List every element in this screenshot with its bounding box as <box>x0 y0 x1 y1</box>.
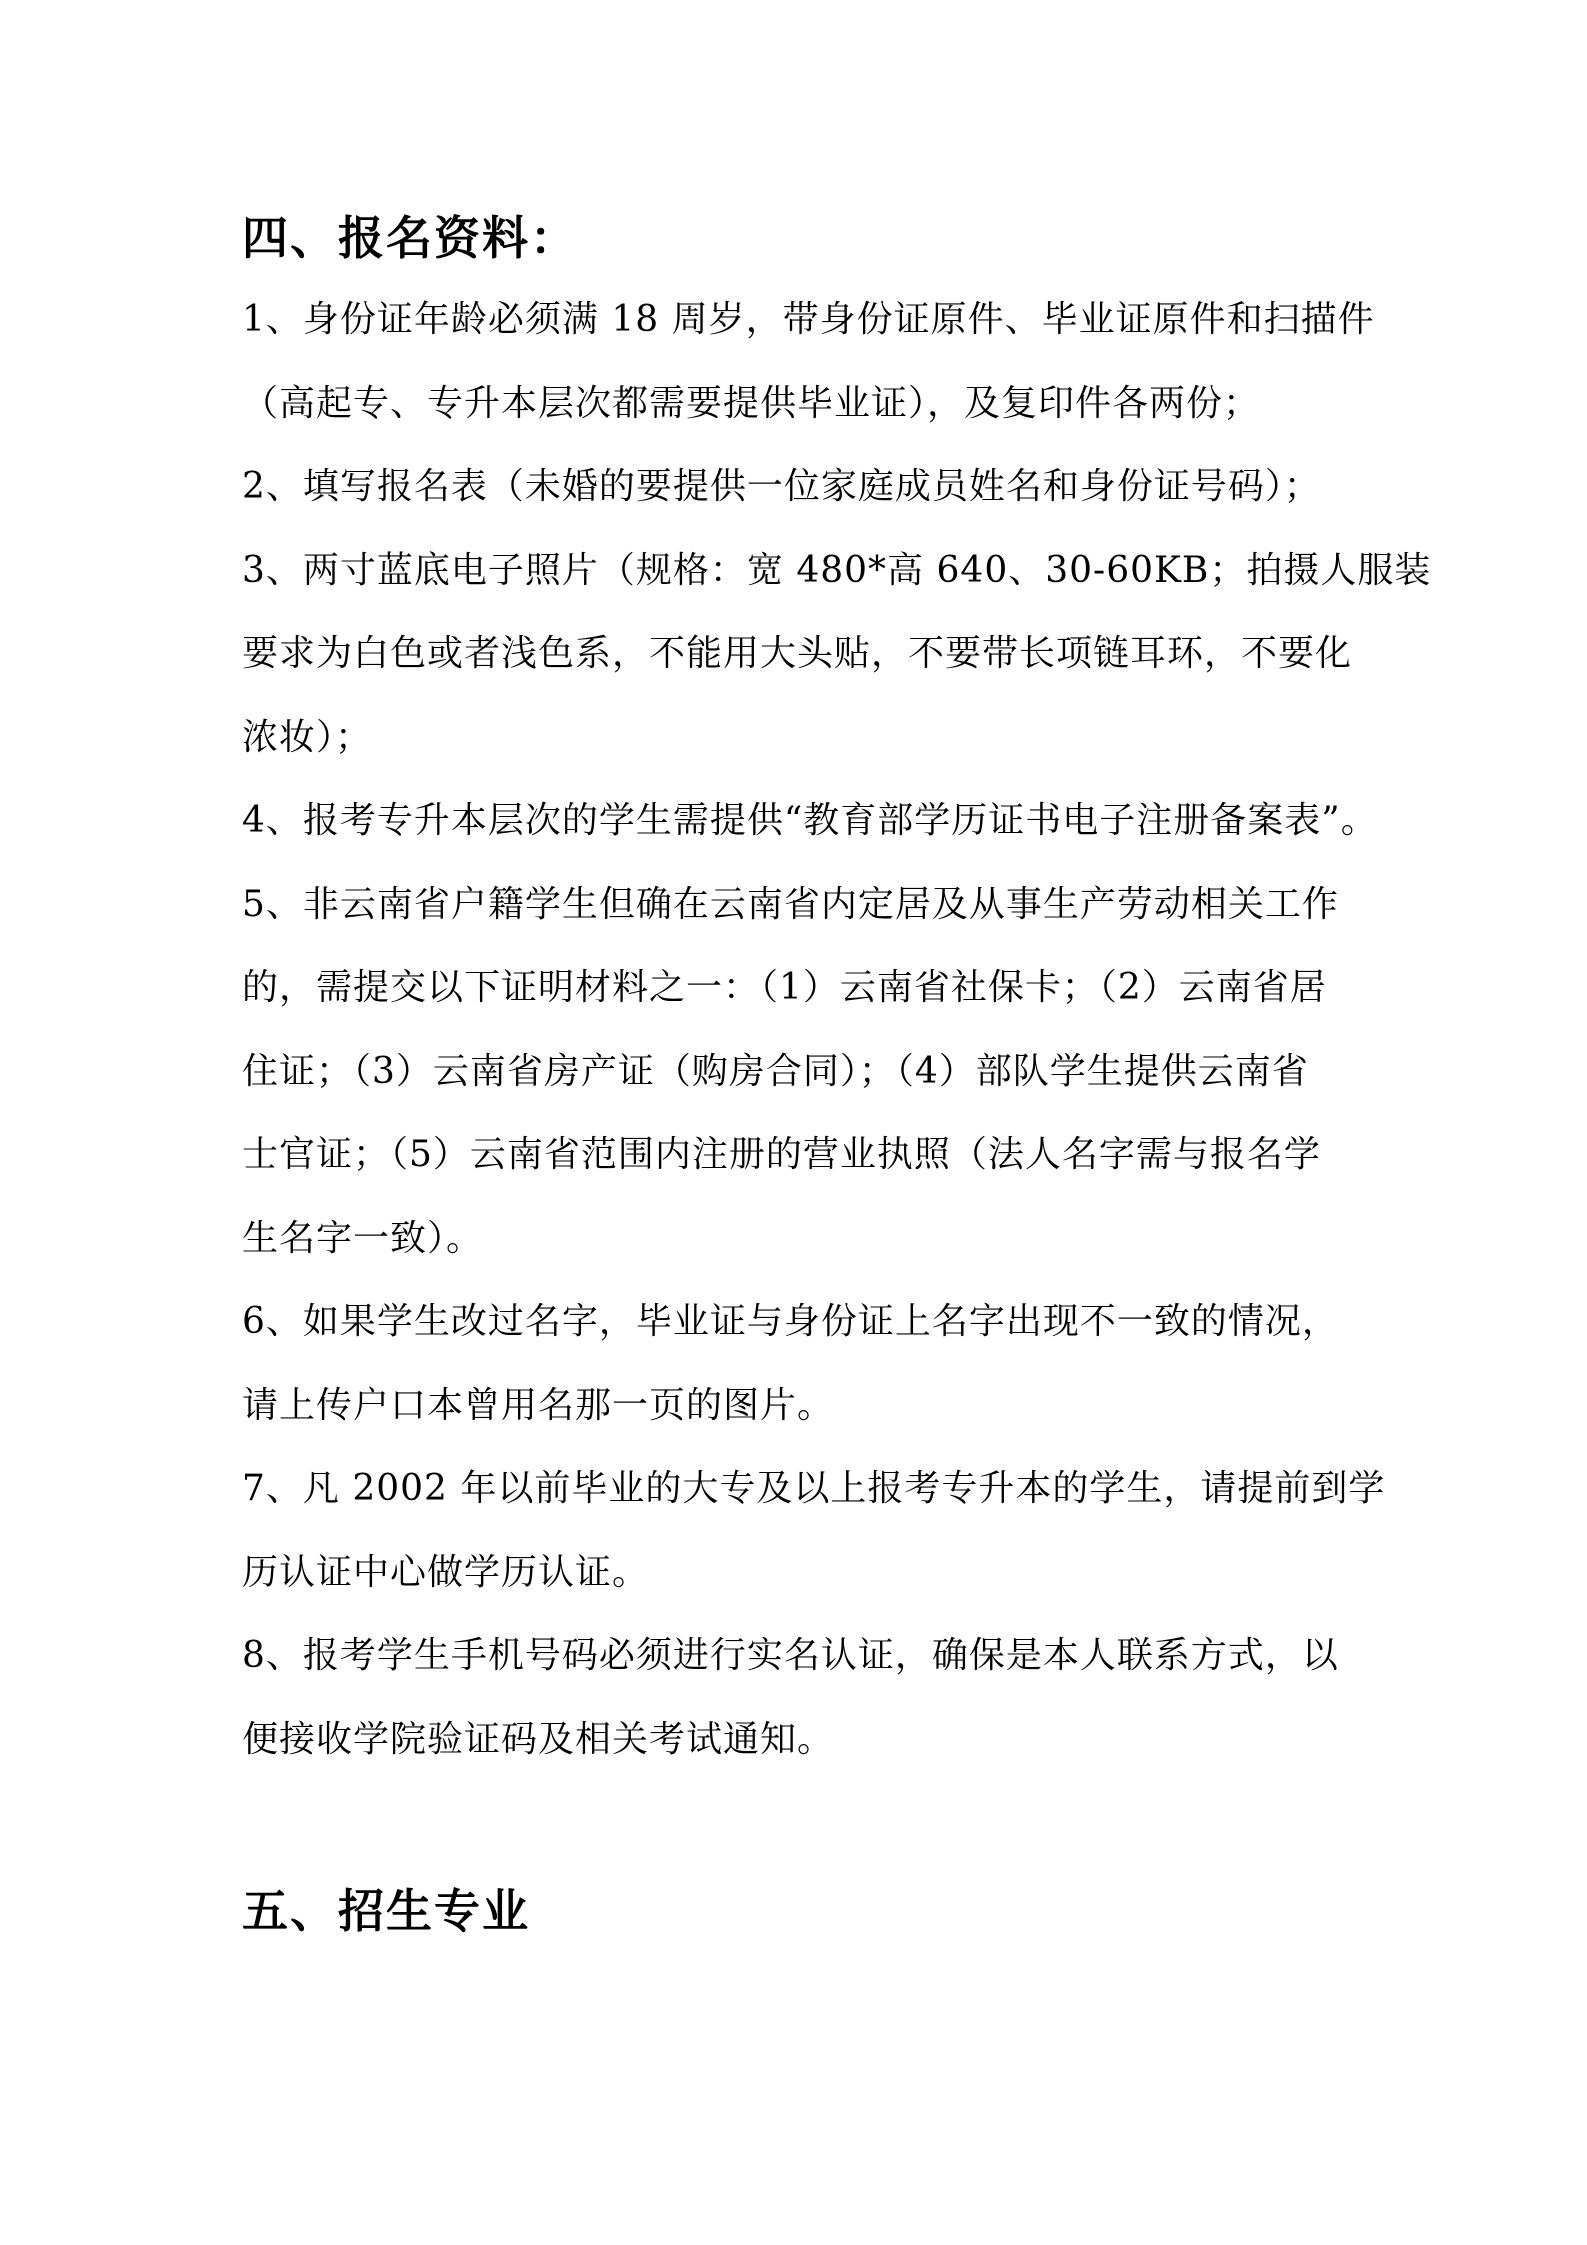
text-line: 住证；（3）云南省房产证（购房合同）；（4）部队学生提供云南省 <box>242 1051 1309 1092</box>
text-line: 生名字一致）。 <box>242 1218 484 1259</box>
text-line: 要求为白色或者浅色系，不能用大头贴，不要带长项链耳环，不要化 <box>242 633 1353 674</box>
text-line: 7、凡 2002 年以前毕业的大专及以上报考专升本的学生，请提前到学 <box>242 1468 1386 1509</box>
section-4-heading: 四、报名资料： <box>242 211 578 265</box>
text-line: 历认证中心做学历认证。 <box>242 1552 650 1593</box>
text-line: 请上传户口本曾用名那一页的图片。 <box>242 1385 835 1426</box>
text-line: （高起专、专升本层次都需要提供毕业证），及复印件各两份； <box>242 383 1261 424</box>
text-line: 士官证；（5）云南省范围内注册的营业执照（法人名字需与报名学 <box>242 1134 1321 1175</box>
text-line: 3、两寸蓝底电子照片（规格：宽 480*高 640、30-60KB；拍摄人服装 <box>242 550 1432 591</box>
text-line: 5、非云南省户籍学生但确在云南省内定居及从事生产劳动相关工作 <box>242 884 1339 925</box>
text-line: 8、报考学生手机号码必须进行实名认证，确保是本人联系方式，以 <box>242 1635 1339 1676</box>
text-line: 便接收学院验证码及相关考试通知。 <box>242 1719 835 1760</box>
text-line: 4、报考专升本层次的学生需提供“教育部学历证书电子注册备案表”。 <box>242 800 1378 841</box>
text-line: 的，需提交以下证明材料之一：（1）云南省社保卡；（2）云南省居 <box>242 967 1327 1008</box>
text-line: 6、如果学生改过名字，毕业证与身份证上名字出现不一致的情况， <box>242 1301 1339 1342</box>
text-line: 浓妆）； <box>242 717 373 758</box>
section-5-heading: 五、招生专业 <box>242 1884 530 1938</box>
text-line: 2、填写报名表（未婚的要提供一位家庭成员姓名和身份证号码）； <box>242 466 1321 507</box>
text-line: 1、身份证年龄必须满 18 周岁，带身份证原件、毕业证原件和扫描件 <box>242 299 1375 340</box>
